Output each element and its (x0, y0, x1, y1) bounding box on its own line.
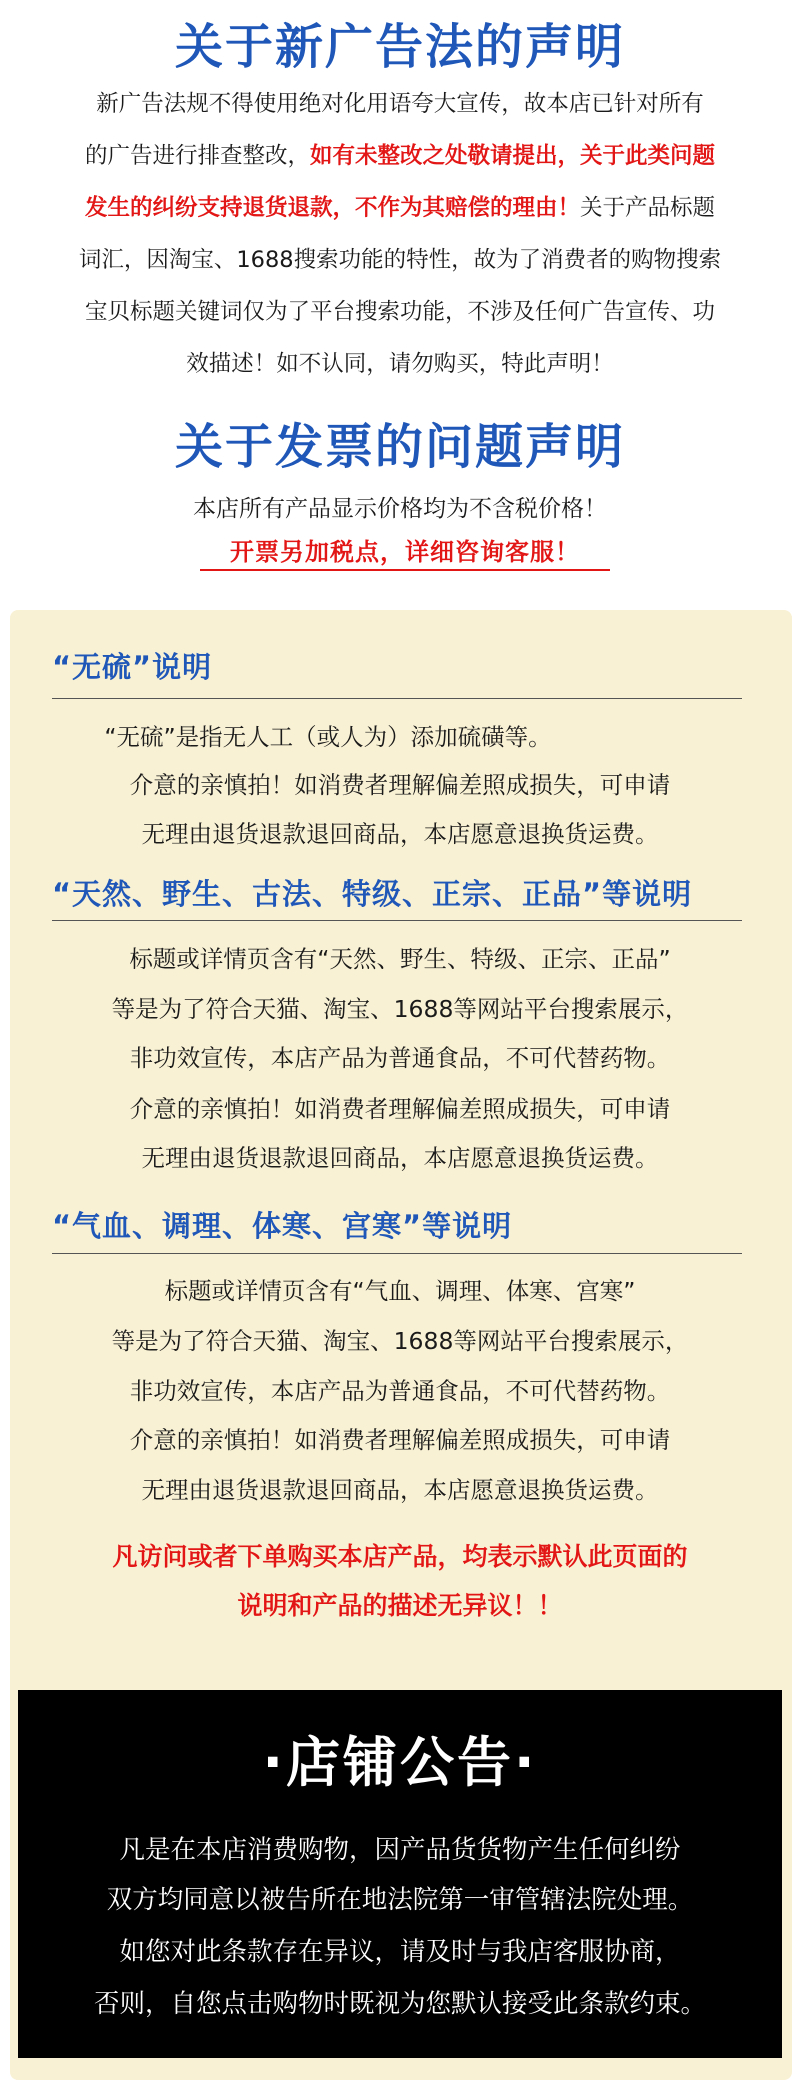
natural-wild-line-3: 非功效宣传，本店产品为普通食品，不可代替药物。 (129, 1044, 671, 1072)
default-acceptance-warning-2: 说明和产品的描述无异议！！ (237, 1591, 563, 1620)
invoice-title: 关于发票的问题声明 (174, 419, 625, 475)
ad-law-line-1: 新广告法规不得使用绝对化用语夸大宣传，故本店已针对所有 (96, 91, 704, 117)
natural-wild-line-1: 标题或详情页含有“天然、野生、特级、正宗、正品” (129, 945, 671, 973)
store-notice-line-2: 双方均同意以被告所在地法院第一审管辖法院处理。 (106, 1885, 694, 1915)
store-notice-title: ·店铺公告· (262, 1731, 538, 1794)
qi-blood-divider (52, 1253, 742, 1254)
natural-wild-line-5: 无理由退货退款退回商品，本店愿意退换货运费。 (141, 1144, 659, 1172)
ad-law-title: 关于新广告法的声明 (174, 19, 625, 75)
natural-wild-divider (52, 920, 742, 921)
ad-law-line-3-text: 关于产品标题 (580, 195, 716, 221)
ad-law-line-2-text: 的广告进行排查整改， (84, 143, 310, 169)
store-notice-line-3: 如您对此条款存在异议，请及时与我店客服协商， (119, 1937, 681, 1967)
natural-wild-title: “天然、野生、古法、特级、正宗、正品”等说明 (52, 877, 693, 911)
qi-blood-line-5: 无理由退货退款退回商品，本店愿意退换货运费。 (141, 1476, 659, 1504)
ad-law-line-3 (40, 182, 760, 234)
ad-law-line-2-highlight: 如有未整改之处敬请提出，关于此类问题 (310, 143, 716, 169)
qi-blood-line-1: 标题或详情页含有“气血、调理、体寒、宫寒” (164, 1277, 636, 1305)
natural-wild-line-4: 介意的亲慎拍！如消费者理解偏差照成损失，可申请 (129, 1095, 671, 1123)
ad-law-line-4: 词汇，因淘宝、1688搜索功能的特性，故为了消费者的购物搜索 (78, 247, 722, 273)
invoice-line-2: 开票另加税点，详细咨询客服！ (200, 532, 610, 571)
sulfur-free-divider (52, 698, 742, 699)
qi-blood-line-3: 非功效宣传，本店产品为普通食品，不可代替药物。 (129, 1377, 671, 1405)
ad-law-line-2 (40, 130, 760, 182)
sulfur-free-line-2: 介意的亲慎拍！如消费者理解偏差照成损失，可申请 (129, 771, 671, 799)
sulfur-free-line-3: 无理由退货退款退回商品，本店愿意退换货运费。 (141, 820, 659, 848)
ad-law-paragraph (40, 78, 760, 390)
ad-law-line-6: 效描述！如不认同，请勿购买，特此声明！ (186, 351, 614, 377)
invoice-line-1: 本店所有产品显示价格均为不含税价格！ (193, 496, 607, 522)
ad-law-line-3-highlight: 发生的纠纷支持退货退款，不作为其赔偿的理由！ (84, 195, 580, 221)
qi-blood-line-4: 介意的亲慎拍！如消费者理解偏差照成损失，可申请 (129, 1426, 671, 1454)
default-acceptance-warning-1: 凡访问或者下单购买本店产品，均表示默认此页面的 (112, 1542, 688, 1571)
sulfur-free-line-1: “无硫”是指无人工（或人为）添加硫磺等。 (104, 723, 552, 751)
qi-blood-title: “气血、调理、体寒、宫寒”等说明 (52, 1209, 513, 1243)
sulfur-free-title: “无硫”说明 (52, 650, 213, 684)
qi-blood-line-2: 等是为了符合天猫、淘宝、1688等网站平台搜索展示， (111, 1327, 689, 1355)
store-notice-line-1: 凡是在本店消费购物，因产品货货物产生任何纠纷 (119, 1835, 681, 1865)
store-notice-line-4: 否则，自您点击购物时既视为您默认接受此条款约束。 (93, 1989, 706, 2019)
natural-wild-line-2: 等是为了符合天猫、淘宝、1688等网站平台搜索展示， (111, 995, 689, 1023)
ad-law-line-5: 宝贝标题关键词仅为了平台搜索功能，不涉及任何广告宣传、功 (84, 299, 715, 325)
